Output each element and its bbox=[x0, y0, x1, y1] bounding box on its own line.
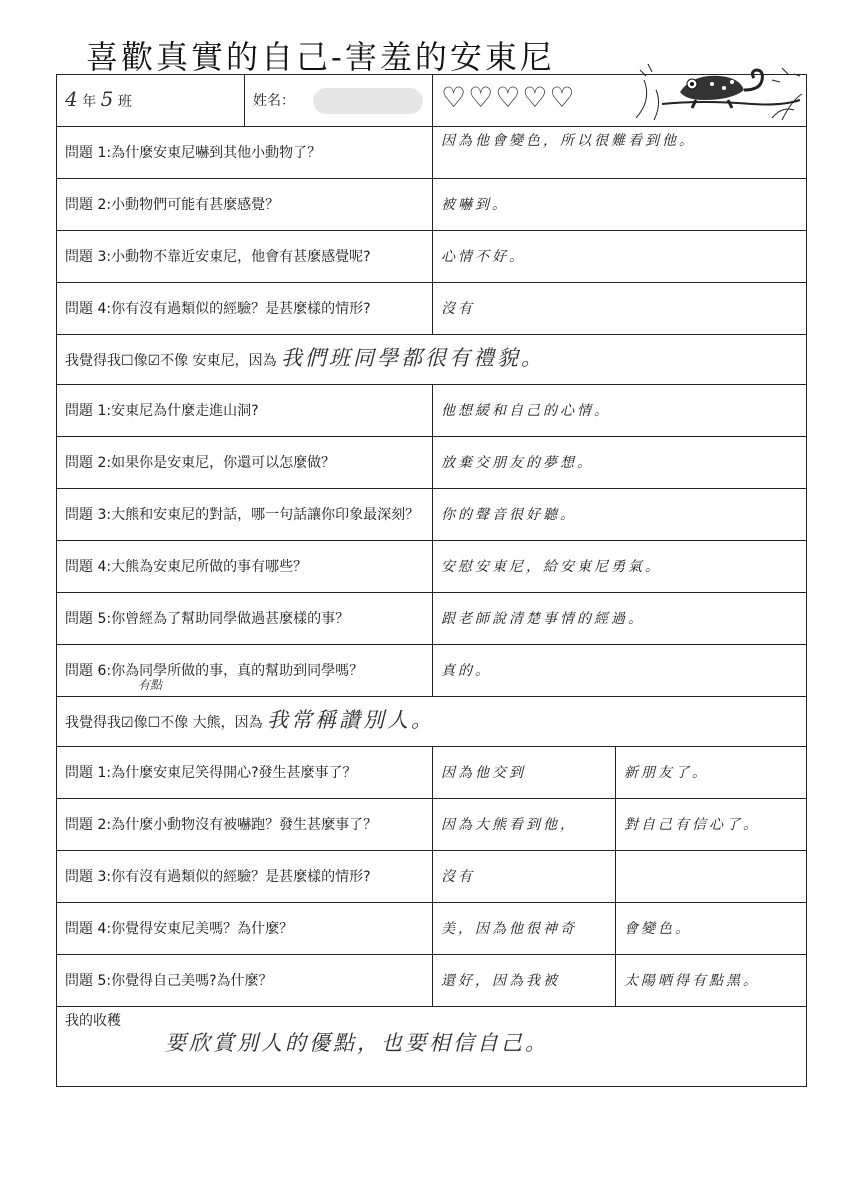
redacted-name bbox=[313, 88, 423, 114]
grade-label: 年 bbox=[82, 94, 97, 110]
answer-cell: 沒有 bbox=[433, 283, 807, 335]
name-cell bbox=[245, 75, 433, 127]
option-like: 像 bbox=[133, 353, 148, 369]
table-row bbox=[57, 231, 807, 283]
grade-number: 4 bbox=[65, 87, 78, 111]
handwritten-note: 有點 bbox=[138, 678, 163, 692]
table-row bbox=[57, 747, 807, 799]
answer-cell: 心情不好。 bbox=[433, 231, 807, 283]
statement-row bbox=[57, 335, 807, 385]
grade-class-cell bbox=[57, 75, 245, 127]
table-row bbox=[57, 179, 807, 231]
checkbox-icon: ☐ bbox=[121, 353, 134, 369]
answer-cell-part2: 新朋友了。 bbox=[616, 747, 807, 799]
answer-cell-part2: 太陽晒得有點黑。 bbox=[616, 955, 807, 1007]
table-row bbox=[57, 593, 807, 645]
question-cell: 問題 4:大熊為安東尼所做的事有哪些？ bbox=[57, 541, 433, 593]
question-cell: 問題 3:大熊和安東尼的對話，哪一句話讓你印象最深刻？ bbox=[57, 489, 433, 541]
answer-cell-part2: 對自己有信心了。 bbox=[616, 799, 807, 851]
header-row bbox=[57, 75, 807, 127]
answer-cell: 因為他會變色，所以很難看到他。 bbox=[433, 127, 807, 179]
option-unlike: 不像 大熊，因為 bbox=[160, 715, 263, 731]
answer-cell: 被嚇到。 bbox=[433, 179, 807, 231]
question-cell: 問題 1:為什麼安東尼笑得開心?發生甚麼事了？ bbox=[57, 747, 433, 799]
answer-cell-part2 bbox=[616, 851, 807, 903]
answer-cell-part1: 因為他交到 bbox=[433, 747, 616, 799]
question-cell: 問題 5:你覺得自己美嗎?為什麼？ bbox=[57, 955, 433, 1007]
harvest-label: 我的收穫 bbox=[65, 1013, 121, 1029]
question-cell: 問題 3:你有沒有過類似的經驗？是甚麼樣的情形? bbox=[57, 851, 433, 903]
table-row bbox=[57, 903, 807, 955]
class-label: 班 bbox=[117, 94, 132, 110]
answer-cell: 真的。 bbox=[433, 645, 807, 697]
table-row bbox=[57, 385, 807, 437]
answer-cell-part1: 沒有 bbox=[433, 851, 616, 903]
checkbox-icon: ☐ bbox=[147, 715, 161, 731]
answer-cell: 你的聲音很好聽。 bbox=[433, 489, 807, 541]
table-row bbox=[57, 127, 807, 179]
answer-cell-part1: 美，因為他很神奇 bbox=[433, 903, 616, 955]
question-cell: 問題 4:你覺得安東尼美嗎？為什麼？ bbox=[57, 903, 433, 955]
table-row bbox=[57, 489, 807, 541]
answer-cell-part1: 還好，因為我被 bbox=[433, 955, 616, 1007]
answer-cell-part2: 會變色。 bbox=[616, 903, 807, 955]
answer-cell: 安慰安東尼，給安東尼勇氣。 bbox=[433, 541, 807, 593]
question-cell: 問題 3:小動物不靠近安東尼，他會有甚麼感覺呢? bbox=[57, 231, 433, 283]
table-row bbox=[57, 541, 807, 593]
statement-answer: 我們班同學都很有禮貌。 bbox=[281, 346, 546, 370]
question-cell: 問題 1:為什麼安東尼嚇到其他小動物了？ bbox=[57, 127, 433, 179]
harvest-answer: 要欣賞別人的優點，也要相信自己。 bbox=[165, 1031, 549, 1055]
statement-prefix: 我覺得我 bbox=[65, 353, 121, 369]
question-cell: 問題 2:為什麼小動物沒有被嚇跑？發生甚麼事了？ bbox=[57, 799, 433, 851]
table-row bbox=[57, 283, 807, 335]
statement-cell-anthony bbox=[57, 335, 807, 385]
answer-cell: 他想緩和自己的心情。 bbox=[433, 385, 807, 437]
checkbox-checked-icon: ☑ bbox=[121, 715, 134, 731]
statement-row bbox=[57, 697, 807, 747]
table-row bbox=[57, 799, 807, 851]
worksheet-title: 喜歡真實的自己-害羞的安東尼 bbox=[86, 38, 555, 76]
question-cell: 問題 4:你有沒有過類似的經驗？是甚麼樣的情形? bbox=[57, 283, 433, 335]
table-row bbox=[57, 851, 807, 903]
harvest-cell bbox=[57, 1007, 807, 1087]
question-cell: 問題 2:小動物們可能有甚麼感覺？ bbox=[57, 179, 433, 231]
question-cell: 問題 5:你曾經為了幫助同學做過甚麼樣的事？ bbox=[57, 593, 433, 645]
table-row bbox=[57, 645, 807, 697]
rating-cell bbox=[433, 75, 807, 127]
question-cell: 問題 1:安東尼為什麼走進山洞? bbox=[57, 385, 433, 437]
class-number: 5 bbox=[100, 87, 114, 111]
answer-cell-part1: 因為大熊看到他， bbox=[433, 799, 616, 851]
answer-cell: 放棄交朋友的夢想。 bbox=[433, 437, 807, 489]
option-unlike: 不像 安東尼，因為 bbox=[160, 353, 277, 369]
question-cell: 問題 2:如果你是安東尼，你還可以怎麼做？ bbox=[57, 437, 433, 489]
table-row bbox=[57, 955, 807, 1007]
checkbox-checked-icon: ☑ bbox=[147, 353, 161, 369]
harvest-row bbox=[57, 1007, 807, 1087]
worksheet-table bbox=[56, 74, 807, 1087]
question-cell: 問題 6:你為同學所做的事，真的幫助到同學嗎？ bbox=[57, 645, 433, 697]
table-row bbox=[57, 437, 807, 489]
answer-cell: 跟老師說清楚事情的經過。 bbox=[433, 593, 807, 645]
statement-answer: 我常稱讚別人。 bbox=[267, 708, 436, 732]
statement-prefix: 我覺得我 bbox=[65, 715, 121, 731]
heart-rating-icons: ♡♡♡♡♡ bbox=[441, 81, 577, 114]
statement-cell-bear bbox=[57, 697, 807, 747]
option-like: 像 bbox=[133, 715, 148, 731]
name-label: 姓名： bbox=[253, 92, 295, 109]
